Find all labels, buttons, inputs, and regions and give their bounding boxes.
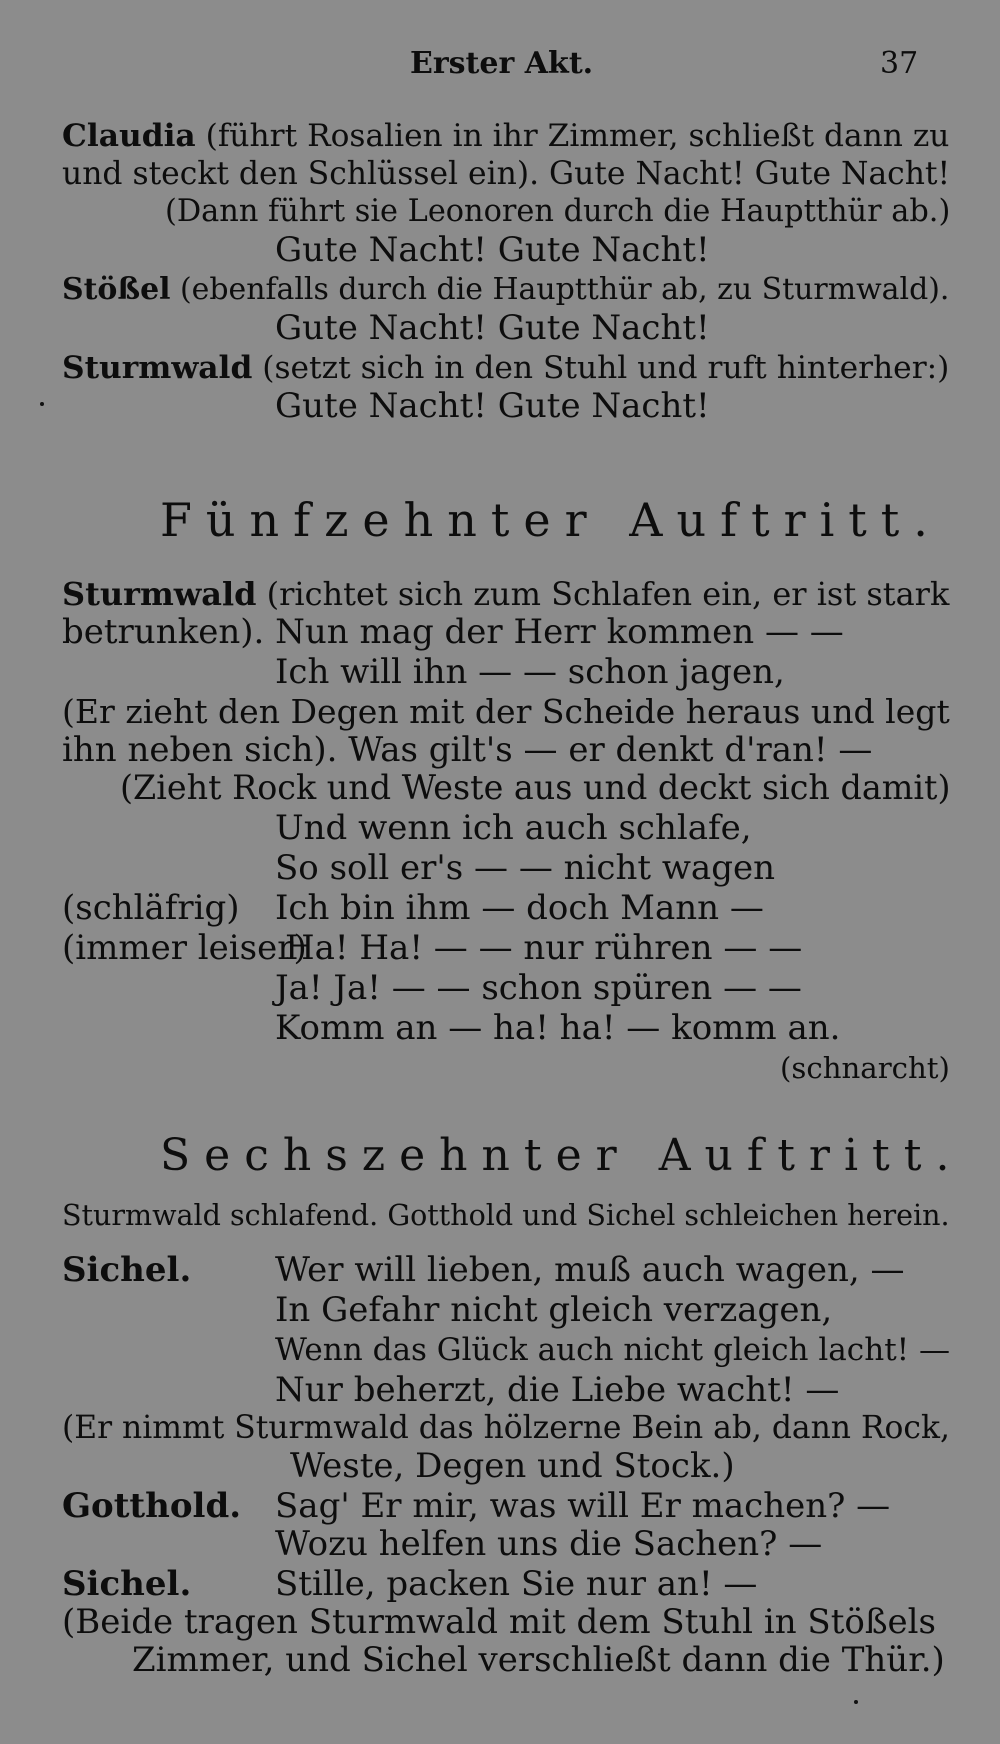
text-line — [62, 116, 949, 156]
speaker-name: Stößel — [62, 272, 171, 307]
page-number: 37 — [880, 46, 919, 81]
stage-direction: (schläfrig) — [62, 888, 240, 928]
verse-line: Gute Nacht! Gute Nacht! — [275, 230, 710, 270]
speaker-name: Gotthold. — [62, 1486, 242, 1526]
stage-direction: (schnarcht) — [780, 1051, 950, 1085]
stage-direction: (führt Rosalien in ihr Zimmer, schließt dann zu — [205, 118, 950, 154]
print-speck — [854, 1700, 858, 1704]
stage-direction: (Beide tragen Sturmwald mit dem Stuhl in Stößels — [62, 1602, 936, 1642]
text-line: betrunken). Nun mag der Herr kommen — — — [62, 612, 844, 652]
stage-direction: (Er zieht den Degen mit der Scheide heraus und legt — [62, 692, 950, 731]
speaker-name: Sturmwald — [62, 350, 253, 386]
text-line: ihn neben sich). Was gilt's — er denkt d'ran! — — [62, 730, 873, 770]
speaker-name: Sichel. — [62, 1564, 192, 1604]
verse-line: Sag' Er mir, was will Er machen? — — [275, 1486, 891, 1526]
verse-line: Wozu helfen uns die Sachen? — — [275, 1524, 823, 1564]
scene-heading: Sechszehnter Auftritt. — [160, 1130, 964, 1181]
verse-line: Gute Nacht! Gute Nacht! — [275, 308, 710, 348]
text-line: und steckt den Schlüssel ein). Gute Nacht! Gute Nacht! — [62, 156, 951, 192]
verse-line: Und wenn ich auch schlafe, — [275, 808, 752, 848]
stage-direction: (Zieht Rock und Weste aus und deckt sich damit) — [120, 768, 951, 807]
verse-line: Wer will lieben, muß auch wagen, — — [275, 1250, 905, 1290]
verse-line: In Gefahr nicht gleich verzagen, — [275, 1290, 833, 1330]
stage-direction: (setzt sich in den Stuhl und ruft hinterher:) — [262, 350, 950, 386]
stage-direction: Sturmwald schlafend. Gotthold und Sichel schleichen herein. — [62, 1199, 950, 1232]
verse-line: Gute Nacht! Gute Nacht! — [275, 386, 710, 426]
verse-line: So soll er's — — nicht wagen — [275, 848, 775, 888]
verse-line: Ha! Ha! — — nur rühren — — — [285, 928, 803, 968]
text-line — [62, 270, 949, 310]
verse-line: Ich bin ihm — doch Mann — — [275, 888, 764, 928]
running-header: Erster Akt. — [410, 46, 594, 81]
stage-direction: Zimmer, und Sichel verschließt dann die Thür.) — [132, 1640, 945, 1680]
verse-line: Nur beherzt, die Liebe wacht! — — [275, 1370, 840, 1410]
stage-direction: (richtet sich zum Schlafen ein, er ist stark — [266, 575, 950, 613]
stage-direction: Weste, Degen und Stock.) — [290, 1446, 735, 1486]
scene-heading: Fünfzehnter Auftritt. — [160, 493, 942, 547]
print-speck — [40, 402, 44, 406]
verse-line: Wenn das Glück auch nicht gleich lacht! — — [275, 1332, 951, 1368]
text-line — [62, 574, 949, 614]
stage-direction: (immer leiser) — [62, 928, 307, 968]
speaker-name: Sichel. — [62, 1250, 192, 1290]
speaker-name: Sturmwald — [62, 575, 257, 613]
stage-direction: (Er nimmt Sturmwald das hölzerne Bein ab, dann Rock, — [62, 1410, 950, 1446]
speaker-name: Claudia — [62, 118, 196, 154]
verse-line: Stille, packen Sie nur an! — — [275, 1564, 758, 1604]
verse-line: Ja! Ja! — — schon spüren — — — [275, 968, 802, 1008]
stage-direction: (ebenfalls durch die Hauptthür ab, zu Sturmwald). — [179, 272, 950, 307]
verse-line: Komm an — ha! ha! — komm an. — [275, 1008, 841, 1048]
text-line — [62, 348, 949, 388]
stage-direction: (Dann führt sie Leonoren durch die Hauptthür ab.) — [165, 194, 951, 229]
verse-line: Ich will ihn — — schon jagen, — [275, 652, 785, 692]
